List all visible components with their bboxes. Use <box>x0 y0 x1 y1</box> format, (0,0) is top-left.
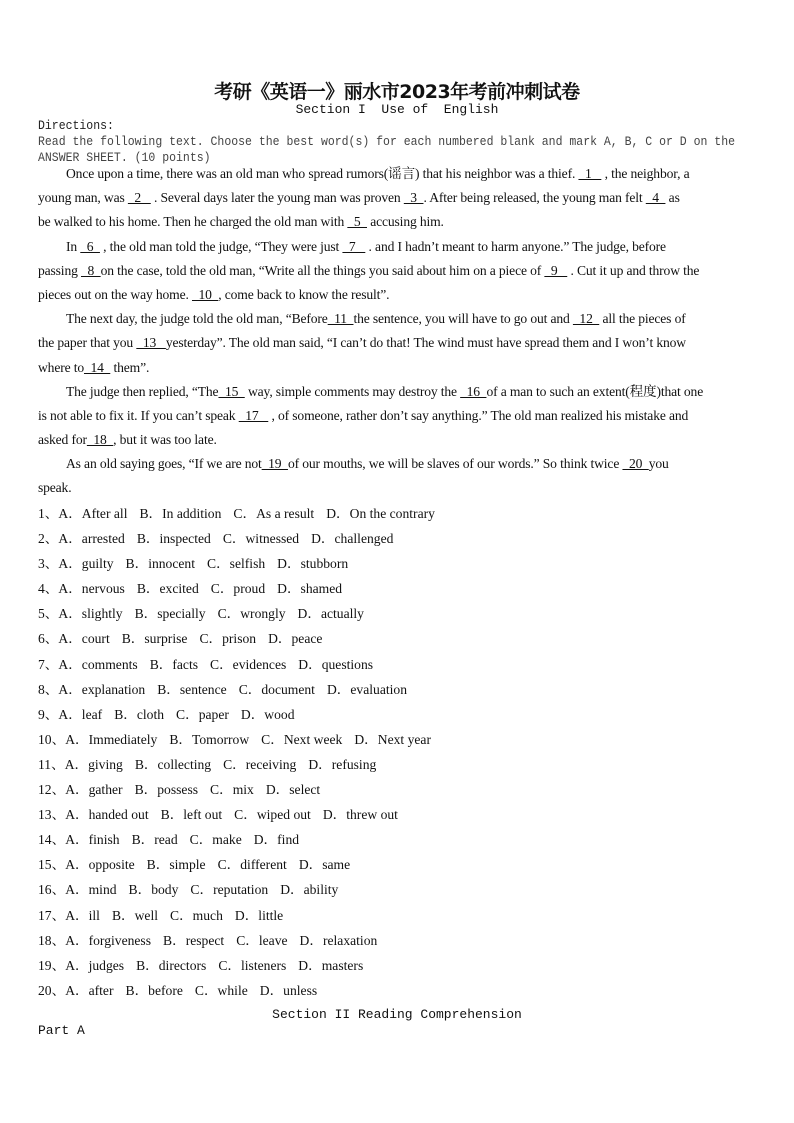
answer-option: A．mind <box>65 882 117 898</box>
answer-option: C．reputation <box>190 882 269 898</box>
passage-line <box>38 283 756 307</box>
answer-option: B．inspected <box>136 531 211 547</box>
answer-option: D．unless <box>259 982 318 998</box>
passage-line <box>38 162 756 186</box>
numbered-blank: 17 <box>238 407 269 423</box>
numbered-blank: 19 <box>261 456 288 472</box>
passage-text: , but it was too late. <box>113 432 217 448</box>
cloze-passage <box>38 162 756 501</box>
answer-option: A．Immediately <box>65 731 158 747</box>
answer-option: D．find <box>253 832 300 848</box>
answer-option: A．leaf <box>58 706 103 722</box>
answer-option: C．different <box>217 857 287 873</box>
answer-option: B．body <box>128 882 179 898</box>
answer-option: A．guilty <box>58 556 114 572</box>
passage-text: , of someone, rather don’t say anything.” The old man realized his mistake and <box>268 407 689 423</box>
answer-option: A．nervous <box>58 581 125 597</box>
question-number: 9、 <box>38 706 59 722</box>
question-number: 14、 <box>38 832 66 848</box>
answer-option: A．gather <box>65 782 123 798</box>
numbered-blank: 1 <box>578 166 602 181</box>
passage-text: asked for <box>38 432 87 448</box>
answer-option: A．forgiveness <box>65 932 152 948</box>
passage-text: speak. <box>38 480 72 496</box>
numbered-blank: 12 <box>572 311 600 327</box>
question-number: 13、 <box>38 807 66 823</box>
passage-text: As an old saying goes, “If we are not <box>66 456 262 472</box>
answer-option: A．After all <box>58 506 128 521</box>
answer-option: C．receiving <box>223 756 297 772</box>
question-number: 1、 <box>38 506 59 521</box>
answer-option: C．Next week <box>261 731 343 747</box>
passage-text: them”. <box>110 359 150 375</box>
question-row <box>38 779 447 804</box>
passage-line <box>38 331 756 355</box>
question-row <box>38 679 447 704</box>
question-number: 16、 <box>38 882 66 898</box>
answer-option: B．possess <box>134 782 199 798</box>
part-heading: Part A <box>38 1023 85 1038</box>
answer-option: C．wiped out <box>234 807 311 823</box>
numbered-blank: 2 <box>127 190 151 206</box>
question-row <box>38 804 447 829</box>
answer-option: B．before <box>125 982 183 998</box>
question-number: 10、 <box>38 731 66 747</box>
passage-line <box>38 380 756 404</box>
answer-option: C．paper <box>176 706 229 722</box>
passage-line <box>38 404 756 428</box>
answer-option: C．wrongly <box>217 606 286 622</box>
answer-option: A．opposite <box>65 857 135 873</box>
answer-option: C．much <box>170 907 223 923</box>
numbered-blank: 8 <box>80 262 101 278</box>
passage-text: The next day, the judge told the old man, “Before <box>66 311 328 327</box>
passage-text: pieces out on the way home. <box>38 286 192 302</box>
question-number: 15、 <box>38 857 66 873</box>
answer-option: B．left out <box>160 807 223 823</box>
answer-option: A．court <box>58 631 110 647</box>
answer-option: D．actually <box>297 606 364 622</box>
passage-text: . and I hadn’t meant to harm anyone.” The judge, before <box>365 238 666 254</box>
question-row <box>38 854 447 879</box>
numbered-blank: 15 <box>218 383 245 399</box>
question-row <box>38 980 447 1005</box>
answer-option: D．masters <box>298 957 364 973</box>
answer-option: B．read <box>131 832 178 848</box>
passage-text: all the pieces of <box>599 311 686 327</box>
passage-line <box>38 428 756 452</box>
answer-option: D．relaxation <box>299 932 378 948</box>
numbered-blank: 20 <box>622 456 649 472</box>
answer-option: D．evaluation <box>326 681 407 697</box>
passage-text: is not able to fix it. If you can’t speak <box>38 407 239 423</box>
passage-line <box>38 235 756 259</box>
passage-line <box>38 452 756 476</box>
answer-option: D．threw out <box>322 807 398 823</box>
directions-heading: Directions: <box>38 119 114 133</box>
numbered-blank: 5 <box>347 214 367 230</box>
question-number: 17、 <box>38 907 66 923</box>
passage-text: , the neighbor, a <box>601 166 690 181</box>
answer-option: B．surprise <box>121 631 188 647</box>
question-number: 19、 <box>38 957 66 973</box>
answer-option: B．specially <box>134 606 206 622</box>
document-title: 考研《英语一》丽水市2023年考前冲刺试卷 <box>214 81 580 103</box>
answer-option: B．facts <box>149 656 199 672</box>
passage-text: where to <box>38 359 84 375</box>
numbered-blank: 7 <box>342 238 366 254</box>
answer-option: D．shamed <box>277 581 343 597</box>
answer-option: B．excited <box>136 581 199 597</box>
passage-text: yesterday”. The old man said, “I can’t do that! The wind must have spread them and I won’t know <box>165 335 686 351</box>
passage-text: you <box>648 456 669 472</box>
passage-text: be walked to his home. Then he charged the old man with <box>38 214 348 230</box>
passage-line <box>38 356 756 380</box>
passage-text: , come back to know the result”. <box>218 286 390 302</box>
passage-text: as <box>665 190 680 206</box>
question-row <box>38 754 447 779</box>
answer-option: C．listeners <box>218 957 287 973</box>
question-row <box>38 654 447 679</box>
answer-option: A．arrested <box>58 531 125 547</box>
passage-line <box>38 259 756 283</box>
answer-option: D．Next year <box>354 731 431 747</box>
answer-option: D．On the contrary <box>326 506 435 521</box>
answer-option: B．simple <box>146 857 206 873</box>
question-number: 12、 <box>38 782 66 798</box>
question-number: 6、 <box>38 631 59 647</box>
question-number: 5、 <box>38 606 59 622</box>
answer-option: A．handed out <box>65 807 149 823</box>
answer-option: C．document <box>238 681 315 697</box>
numbered-blank: 18 <box>86 432 114 448</box>
answer-option: B．Tomorrow <box>169 731 250 747</box>
question-row <box>38 930 447 955</box>
passage-text: of our mouths, we will be slaves of our words.” So think twice <box>287 456 623 472</box>
passage-line <box>38 476 756 500</box>
numbered-blank: 14 <box>83 359 111 375</box>
directions-text: ANSWER SHEET. (10 points) <box>38 151 211 165</box>
answer-option: D．ability <box>280 882 339 898</box>
answer-option: B．cloth <box>114 706 165 722</box>
answer-option: C．proud <box>210 581 266 597</box>
answer-option: D．peace <box>268 631 323 647</box>
question-row <box>38 603 447 628</box>
passage-text: the paper that you <box>38 335 137 351</box>
passage-text: passing <box>38 262 81 278</box>
answer-option: D．questions <box>298 656 374 672</box>
answer-option: B．collecting <box>134 756 212 772</box>
question-row <box>38 553 447 578</box>
question-number: 3、 <box>38 556 59 572</box>
numbered-blank: 4 <box>645 190 666 206</box>
numbered-blank: 6 <box>80 238 100 254</box>
answer-option: D．little <box>234 907 284 923</box>
answer-option: A．comments <box>58 656 138 672</box>
question-row <box>38 905 447 930</box>
answer-option: C．while <box>194 982 248 998</box>
passage-line <box>38 307 756 331</box>
passage-text: on the case, told the old man, “Write all the things you said about him on a piece of <box>100 262 545 278</box>
answer-option: C．mix <box>210 782 254 798</box>
passage-line <box>38 186 756 210</box>
directions-text: Read the following text. Choose the best word(s) for each numbered blank and mark A, B, C or D on the <box>38 135 736 149</box>
answer-option: C．witnessed <box>222 531 300 547</box>
passage-text: The judge then replied, “The <box>66 383 219 399</box>
answer-option: D．select <box>265 782 321 798</box>
question-row <box>38 879 447 904</box>
passage-text: Once upon a time, there was an old man who spread rumors(谣言) that his neighbor was a thief. <box>66 166 579 181</box>
numbered-blank: 9 <box>544 262 568 278</box>
passage-text: of a man to such an extent(程度)that one <box>486 383 704 399</box>
numbered-blank: 3 <box>403 190 424 206</box>
question-number: 2、 <box>38 531 59 547</box>
answer-option: A．ill <box>65 907 100 923</box>
answer-option: D．wood <box>240 706 295 722</box>
question-options-list <box>38 503 447 1005</box>
answer-option: A．after <box>65 982 114 998</box>
answer-option: A．judges <box>65 957 125 973</box>
question-row <box>38 829 447 854</box>
answer-option: C．selfish <box>207 556 266 572</box>
answer-option: B．directors <box>136 957 207 973</box>
passage-text: way, simple comments may destroy the <box>244 383 461 399</box>
answer-option: C．make <box>189 832 242 848</box>
question-number: 11、 <box>38 756 65 772</box>
answer-option: B．sentence <box>157 681 227 697</box>
passage-text: . Cut it up and throw the <box>567 262 700 278</box>
numbered-blank: 11 <box>327 311 354 327</box>
answer-option: D．refusing <box>308 756 377 772</box>
question-row <box>38 528 447 553</box>
answer-option: D．challenged <box>311 531 394 547</box>
numbered-blank: 13 <box>136 335 166 351</box>
question-number: 4、 <box>38 581 59 597</box>
question-number: 18、 <box>38 932 66 948</box>
answer-option: C．As a result <box>233 506 315 521</box>
passage-text: accusing him. <box>367 214 444 230</box>
answer-option: D．same <box>298 857 351 873</box>
question-number: 20、 <box>38 982 66 998</box>
passage-text: , the old man told the judge, “They were just <box>99 238 343 254</box>
answer-option: C．leave <box>236 932 288 948</box>
question-row <box>38 578 447 603</box>
passage-text: . After being released, the young man felt <box>423 190 646 206</box>
question-row <box>38 503 447 528</box>
answer-option: A．slightly <box>58 606 123 622</box>
answer-option: C．prison <box>199 631 257 647</box>
passage-text: the sentence, you will have to go out and <box>353 311 573 327</box>
answer-option: B．well <box>111 907 159 923</box>
question-number: 8、 <box>38 681 59 697</box>
passage-text: . Several days later the young man was proven <box>150 190 404 206</box>
question-number: 7、 <box>38 656 59 672</box>
answer-option: B．innocent <box>125 556 196 572</box>
numbered-blank: 16 <box>460 383 487 399</box>
answer-option: B．respect <box>163 932 225 948</box>
question-row <box>38 628 447 653</box>
passage-text: In <box>66 238 81 254</box>
question-row <box>38 704 447 729</box>
answer-option: C．evidences <box>210 656 287 672</box>
passage-text: young man, was <box>38 190 128 206</box>
answer-option: A．explanation <box>58 681 146 697</box>
directions <box>38 118 794 166</box>
passage-line <box>38 210 756 234</box>
answer-option: B．In addition <box>139 506 222 521</box>
section-heading: Section II Reading Comprehension <box>272 1007 522 1022</box>
section-heading: Section I Use of English <box>295 102 499 117</box>
answer-option: A．giving <box>64 756 123 772</box>
answer-option: D．stubborn <box>277 556 349 572</box>
numbered-blank: 10 <box>191 286 219 302</box>
answer-option: A．finish <box>65 832 120 848</box>
question-row <box>38 955 447 980</box>
question-row <box>38 729 447 754</box>
